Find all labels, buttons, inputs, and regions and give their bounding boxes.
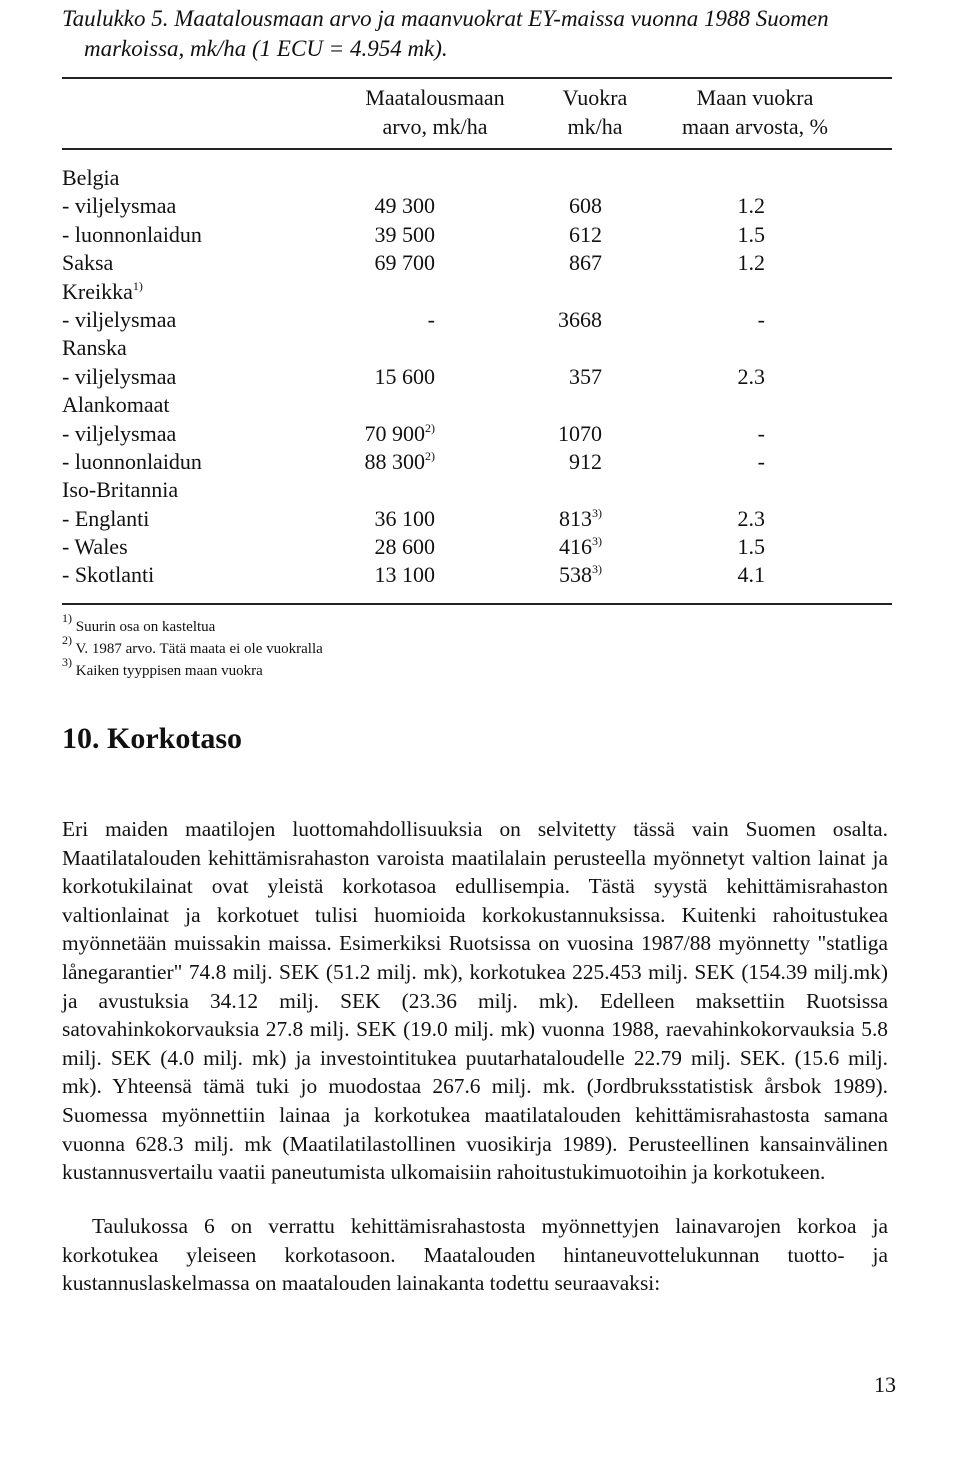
table-row [0, 278, 960, 306]
rent-percent-cell: 1.5 [737, 221, 765, 247]
land-value-cell: 70 900$^{2)}$ [364, 420, 435, 446]
row-label: Belgia [62, 165, 120, 190]
rent-percent-cell: 1.5 [737, 534, 765, 560]
section-title: 10. Korkotaso [62, 722, 242, 755]
table-row [0, 164, 960, 192]
land-value-cell: 69 700 [374, 250, 435, 276]
row-label: - viljelysmaa [62, 420, 177, 446]
rent-cell: 538$^{3)}$ [559, 562, 602, 588]
caption-line-2: markoissa, mk/ha (1 ECU = 4.954 mk). [84, 36, 448, 61]
footnote [62, 655, 323, 682]
rent-cell: 416$^{3)}$ [559, 534, 602, 560]
footnote-mark: 3) [592, 534, 602, 549]
land-value-cell: 49 300 [374, 193, 435, 219]
rent-cell: 357 [569, 363, 602, 389]
rent-percent-cell: - [757, 306, 765, 332]
table-caption [62, 4, 902, 64]
rent-cell: 608 [569, 193, 602, 219]
land-value-cell: 28 600 [374, 534, 435, 560]
rent-percent-cell: 1.2 [737, 250, 765, 276]
rent-cell: 912 [569, 448, 602, 474]
land-value-cell: - [427, 306, 435, 332]
row-label: - viljelysmaa [62, 363, 177, 389]
table-row [0, 391, 960, 419]
footnote-mark: 3) [592, 505, 602, 520]
row-label: Kreikka$^{1)}$ [62, 278, 143, 304]
footnote-mark: 3) [592, 562, 602, 577]
rent-percent-cell: - [757, 420, 765, 446]
rent-cell: 612 [569, 221, 602, 247]
column-header-rent-percent: Maan vuokra maan arvosta, % [682, 85, 828, 139]
footnote-mark: 2) [425, 420, 435, 435]
footnote-mark: 2) [425, 448, 435, 463]
page-number: 13 [874, 1372, 896, 1397]
footnote-mark: 3) [62, 655, 72, 669]
table-footnotes [62, 611, 323, 682]
table-body [0, 164, 960, 590]
table-top-rule [62, 77, 892, 79]
rent-percent-cell: 4.1 [737, 562, 765, 588]
footnote [62, 633, 323, 660]
row-label: - Wales [62, 534, 128, 560]
row-label: Iso-Britannia [62, 477, 179, 503]
table-row [0, 420, 960, 448]
row-label: - viljelysmaa [62, 306, 177, 332]
table-row [0, 476, 960, 504]
land-value-cell: 36 100 [374, 505, 435, 531]
rent-cell: 867 [569, 250, 602, 276]
footnote-text: V. 1987 arvo. Tätä maata ei ole vuokralla [75, 641, 323, 657]
rent-percent-cell: 2.3 [737, 505, 765, 531]
row-label: - viljelysmaa [62, 193, 177, 219]
table-row [0, 249, 960, 277]
rent-percent-cell: 1.2 [737, 193, 765, 219]
rent-cell: 813$^{3)}$ [559, 505, 602, 531]
row-label: - Englanti [62, 505, 150, 531]
footnote-mark: 1) [132, 278, 143, 293]
table-header-rule [62, 148, 892, 150]
footnote-mark: 1) [62, 611, 72, 625]
land-value-cell: 88 300$^{2)}$ [364, 448, 435, 474]
table-row [0, 533, 960, 561]
row-label: Ranska [62, 335, 127, 361]
land-value-cell: 39 500 [374, 221, 435, 247]
footnote-text: Suurin osa on kasteltua [75, 619, 216, 635]
land-value-cell: 13 100 [374, 562, 435, 588]
rent-percent-cell: 2.3 [737, 363, 765, 389]
footnote-mark: 2) [62, 633, 72, 647]
table-row [0, 363, 960, 391]
body-paragraph-2: Taulukossa 6 on verrattu kehittämisrahastosta myönnettyjen lainavarojen korkoa ja korkotukea yleiseen korkotasoon. Maatalouden hintaneuvottelukunnan tuotto- ja kustannuslaskelmassa on maatalouden lainakanta todettu seuraavaksi: [62, 1214, 888, 1296]
row-label: Alankomaat [62, 392, 170, 418]
rent-percent-cell: - [757, 448, 765, 474]
row-label: - luonnonlaidun [62, 221, 202, 247]
footnote-text: Kaiken tyyppisen maan vuokra [75, 663, 263, 679]
footnote [62, 611, 323, 638]
column-header-land-value: Maatalousmaan arvo, mk/ha [365, 85, 505, 139]
table-row [0, 448, 960, 476]
row-label: - luonnonlaidun [62, 448, 202, 474]
table-bottom-rule [62, 603, 892, 605]
table-row [0, 306, 960, 334]
table-row [0, 221, 960, 249]
land-value-cell: 15 600 [374, 363, 435, 389]
table-row [0, 505, 960, 533]
row-label: - Skotlanti [62, 562, 155, 588]
row-label: Saksa [62, 250, 114, 276]
caption-line-1: Taulukko 5. Maatalousmaan arvo ja maanvuokrat EY-maissa vuonna 1988 Suomen [62, 6, 829, 31]
table-row [0, 561, 960, 589]
rent-cell: 3668 [558, 306, 602, 332]
table-row [0, 192, 960, 220]
column-header-rent: Vuokra mk/ha [562, 85, 628, 139]
table-row [0, 334, 960, 362]
rent-cell: 1070 [558, 420, 602, 446]
body-paragraph-1: Eri maiden maatilojen luottomahdollisuuksia on selvitetty tässä vain Suomen osalta. Maatilatalouden kehittämisrahaston varoista maatilalain perusteella myönnetyt valtion lainat ja korkotukilainat ovat yleistä korkotasoa edullisempia. Tästä syystä kehittämisrahaston valtionlainat ja korkotuet tulisi huomioida korkokustannuksissa. Kuitenki rahoitustukea myönnetään muissakin maissa. Esimerkiksi Ruotsissa on vuosina 1987/88 myönnetty "statliga lånegarantier" 74.8 milj. SEK (51.2 milj. mk), korkotukea 225.453 milj. SEK (154.39 milj.mk) ja avustuksia 34.12 milj. SEK (23.36 milj. mk). Edelleen maksettiin Ruotsissa satovahinkokorvauksia 27.8 milj. SEK (19.0 milj. mk) vuonna 1988, raevahinkokorvauksia 5.8 milj. SEK (4.0 milj. mk) ja investointitukea puutarhataloudelle 22.79 milj. SEK. (15.6 milj. mk). Yhteensä tämä tuki jo muodostaa 267.6 milj. mk. (Jordbruksstatistisk årsbok 1989). Suomessa myönnettiin lainaa ja korkotukea maatilatalouden kehittämisrahastosta samana vuonna 628.3 milj. mk (Maatilatilastollinen vuosikirja 1989). Perusteellinen kansainvälinen kustannusvertailu vaatii paneutumista ulkomaisiin rahoitustukimuotoihin ja korkotukeen. [62, 817, 888, 1185]
